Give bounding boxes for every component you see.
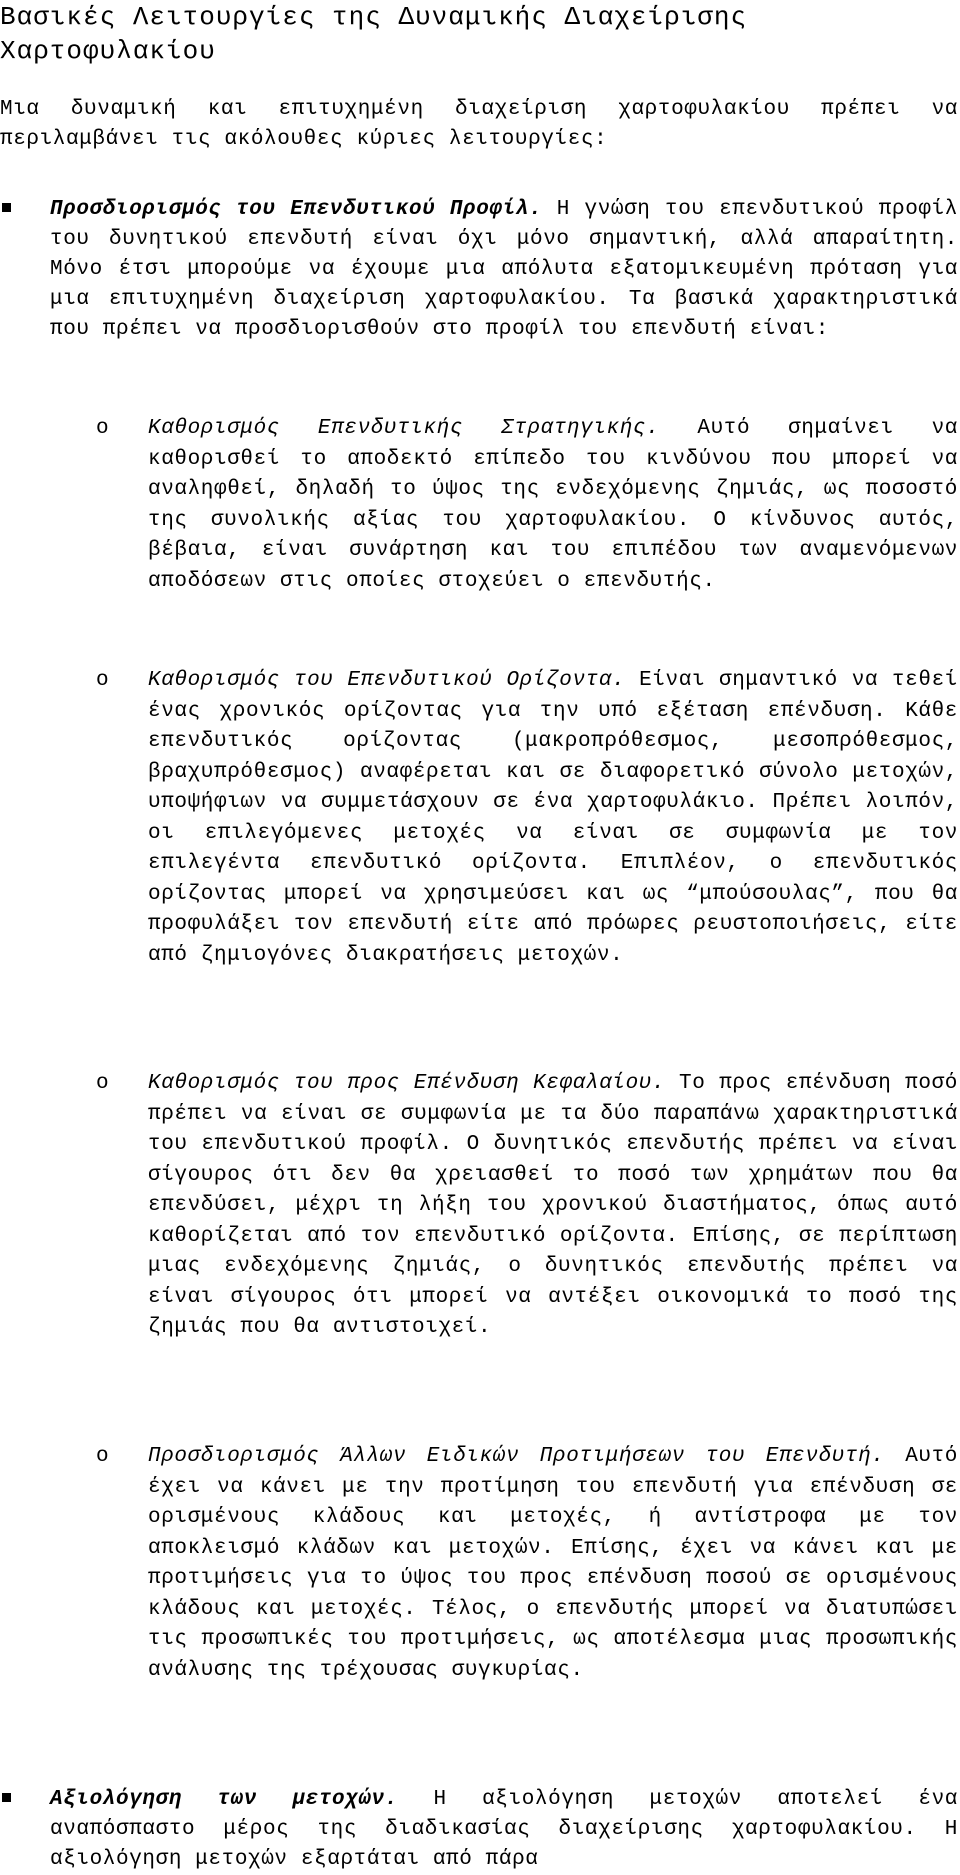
- circle-bullet-icon: o: [96, 669, 109, 692]
- list-item-stock-evaluation: [50, 1785, 958, 1875]
- list-item-investor-profile: [50, 195, 958, 345]
- list-item-term: Προσδιορισμός του Επενδυτικού Προφίλ.: [50, 198, 543, 221]
- sub-item-strategy: [148, 414, 958, 597]
- list-item-text: Η αξιολόγηση μετοχών αποτελεί ένα αναπόσπαστο μέρος της διαδικασίας διαχείρισης χαρτοφυλακίου. Η αξιολόγηση μετοχών εξαρτάται από πάρα: [50, 1788, 958, 1871]
- sub-item-term: Καθορισμός Επενδυτικής Στρατηγικής.: [148, 417, 660, 440]
- page-title: Βασικές Λειτουργίες της Δυναμικής Διαχείρισης Χαρτοφυλακίου: [0, 2, 748, 66]
- sub-item-capital: [148, 1069, 958, 1344]
- sub-item-text: Είναι σημαντικό να τεθεί ένας χρονικός ορίζοντας για την υπό εξέταση επένδυση. Κάθε επενδυτικός ορίζοντας (μακροπρόθεσμος, μεσοπρόθεσμος, βραχυπρόθεσμος) αναφέρεται και σε διαφορετικό σύνολο μετοχών, υποψήφιων να συμμετάσχουν σε ένα χαρτοφυλάκιο. Πρέπει λοιπόν, οι επιλεγόμενες μετοχές να είναι σε συμφωνία με τον επιλεγέντα επενδυτικό ορίζοντα. Επιπλέον, ο επενδυτικός ορίζοντας μπορεί να χρησιμεύσει και ως “μπούσουλας”, που θα προφυλάξει τον επενδυτή είτε από πρόωρες ρευστοποιήσεις, είτε από ζημιογόνες διακρατήσεις μετοχών.: [148, 669, 958, 967]
- circle-bullet-icon: o: [96, 1445, 109, 1468]
- circle-bullet-icon: o: [96, 1072, 109, 1095]
- square-bullet-icon: [2, 1793, 11, 1802]
- list-item-term: Αξιολόγηση των μετοχών.: [50, 1788, 399, 1811]
- sub-item-horizon: [148, 666, 958, 971]
- sub-item-term: Καθορισμός του Επενδυτικού Ορίζοντα.: [148, 669, 626, 692]
- sub-item-text: Αυτό σημαίνει να καθορισθεί το αποδεκτό επίπεδο του κινδύνου που μπορεί να αναληφθεί, δηλαδή το ύψος της ενδεχόμενης ζημιάς, ως ποσοστό της συνολικής αξίας του χαρτοφυλακίου. Ο κίνδυνος αυτός, βέβαια, είναι συνάρτηση και του επιπέδου των αναμενόμενων αποδόσεων στις οποίες στοχεύει ο επενδυτής.: [148, 417, 958, 593]
- sub-item-term: Καθορισμός του προς Επένδυση Κεφαλαίου.: [148, 1072, 666, 1095]
- sub-item-text: Το προς επένδυση ποσό πρέπει να είναι σε συμφωνία με τα δύο παραπάνω χαρακτηριστικά του επενδυτικού προφίλ. Ο δυνητικός επενδυτής πρέπει να είναι σίγουρος ότι δεν θα χρειασθεί το ποσό των χρημάτων που θα επενδύσει, μέχρι τη λήξη του χρονικού διαστήματος, όπως αυτό καθορίζεται από τον επενδυτικό ορίζοντα. Επίσης, σε περίπτωση μιας ενδεχόμενης ζημιάς, ο δυνητικός επενδυτής πρέπει να είναι σίγουρος ότι μπορεί να αντέξει οικονομικά το ποσό της ζημιάς που θα αντιστοιχεί.: [148, 1072, 958, 1339]
- intro-paragraph: Μια δυναμική και επιτυχημένη διαχείριση χαρτοφυλακίου πρέπει να περιλαμβάνει τις ακόλουθες κύριες λειτουργίες:: [0, 98, 958, 151]
- circle-bullet-icon: o: [96, 417, 109, 440]
- square-bullet-icon: [2, 203, 11, 212]
- sub-item-text: Αυτό έχει να κάνει με την προτίμηση του επενδυτή για επένδυση σε ορισμένους κλάδους και μετοχές, ή αντίστροφα με τον αποκλεισμό κλάδων και μετοχών. Επίσης, έχει να κάνει και με προτιμήσεις για το ύψος του προς επένδυση ποσού σε ορισμένους κλάδους και μετοχές. Τέλος, ο επενδυτής μπορεί να διατυπώσει τις προσωπικές του προτιμήσεις, ως αποτέλεσμα μιας προσωπικής ανάλυσης της τρέχουσας συγκυρίας.: [148, 1445, 958, 1682]
- sub-item-term: Προσδιορισμός Άλλων Ειδικών Προτιμήσεων του Επενδυτή.: [148, 1445, 885, 1468]
- list-item-text: Η γνώση του επενδυτικού προφίλ του δυνητικού επενδυτή είναι όχι μόνο σημαντική, αλλά απαραίτητη. Μόνο έτσι μπορούμε να έχουμε μια απόλυτα εξατομικευμένη πρόταση για μια επιτυχημένη διαχείριση χαρτοφυλακίου. Τα βασικά χαρακτηριστικά που πρέπει να προσδιορισθούν στο προφίλ του επενδυτή είναι:: [50, 198, 958, 341]
- sub-item-preferences: [148, 1442, 958, 1686]
